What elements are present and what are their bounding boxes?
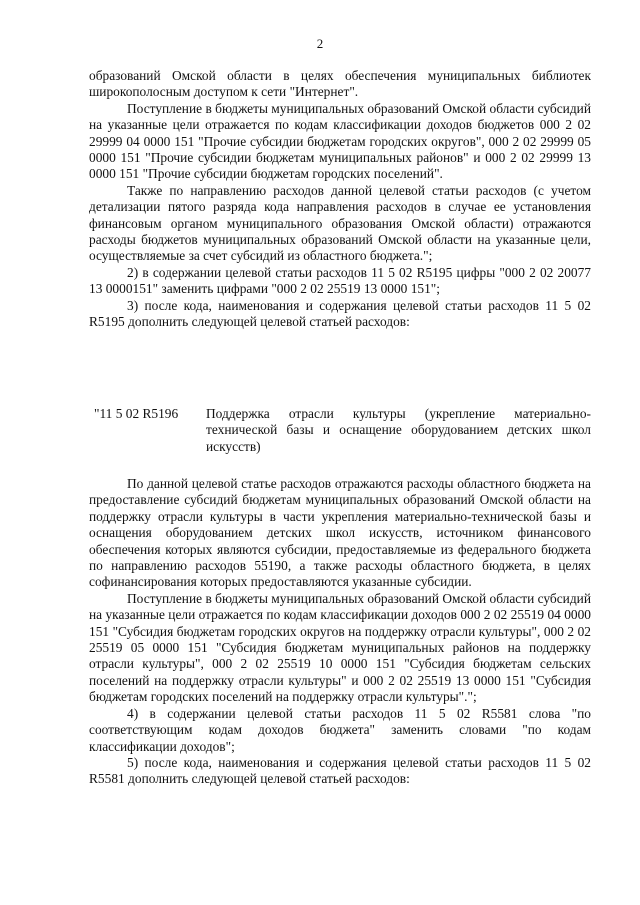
bottom-text-block — [89, 476, 591, 788]
entry-row — [94, 406, 591, 455]
target-article-entry — [89, 406, 591, 455]
paragraph-revenue-codes-2: Поступление в бюджеты муниципальных образований Омской области субсидий на указанные цели отражается по кодам классификации доходов 000 2 02 25519 04 0000 151 "Субсидия бюджетам городских округов на поддержку отрасли культуры", 000 2 02 25519 05 0000 151 "Субсидия бюджетам муниципальных районов на поддержку отрасли культуры", 000 2 02 25519 10 0000 151 "Субсидия бюджетам сельских поселений на поддержку отрасли культуры" и 000 2 02 25519 13 0000 151 "Субсидия бюджетам городских поселений на поддержку отрасли культуры"."; — [89, 590, 591, 705]
paragraph-item-2: 2) в содержании целевой статьи расходов 11 5 02 R5195 цифры "000 2 02 20077 13 0000151" заменить цифрами "000 2 02 25519 13 0000 151"; — [89, 264, 591, 297]
top-text-block — [89, 68, 591, 331]
entry-code: "11 5 02 R5196 — [94, 406, 179, 421]
paragraph-item-5: 5) после кода, наименования и содержания целевой статьи расходов 11 5 02 R5581 дополнить следующей целевой статьей расходов: — [89, 754, 591, 787]
paragraph-item-3: 3) после кода, наименования и содержания целевой статьи расходов 11 5 02 R5195 дополнить следующей целевой статьей расходов: — [89, 297, 591, 330]
paragraph-expense-direction: Также по направлению расходов данной целевой статьи расходов (с учетом детализации пятого разряда кода направления расходов в случае ее установления финансовым органом муниципального образования Омской области) отражаются расходы бюджетов муниципальных образований Омской области на указанные цели, осуществляемые за счет субсидий из областного бюджета."; — [89, 182, 591, 264]
entry-title: Поддержка отрасли культуры (укрепление материально-технической базы и оснащение оборудованием детских школ искусств) — [206, 406, 591, 454]
paragraph-regional-budget: По данной целевой статье расходов отражаются расходы областного бюджета на предоставление субсидий бюджетам муниципальных образований Омской области на поддержку отрасли культуры в части укрепления материально-технической базы и оснащения оборудованием детских школ искусств, источником финансового обеспечения которых являются субсидии, предоставляемые из федерального бюджета по направлению расходов 55190, а также расходы областного бюджета, в целях софинансирования которых предоставляются указанные субсидии. — [89, 476, 591, 590]
paragraph-continuation: образований Омской области в целях обеспечения муниципальных библиотек широкополосным доступом к сети "Интернет". — [89, 68, 591, 100]
paragraph-item-4: 4) в содержании целевой статьи расходов 11 5 02 R5581 слова "по соответствующим кодам доходов бюджета" заменить словами "по кодам классификации доходов"; — [89, 705, 591, 754]
paragraph-revenue-codes-1: Поступление в бюджеты муниципальных образований Омской области субсидий на указанные цели отражается по кодам классификации доходов бюджетов 000 2 02 29999 04 0000 151 "Прочие субсидии бюджетам городских округов", 000 2 02 29999 05 0000 151 "Прочие субсидии бюджетам муниципальных районов" и 000 2 02 29999 13 0000 151 "Прочие субсидии бюджетам городских поселений". — [89, 100, 591, 182]
page-number: 2 — [316, 36, 324, 51]
